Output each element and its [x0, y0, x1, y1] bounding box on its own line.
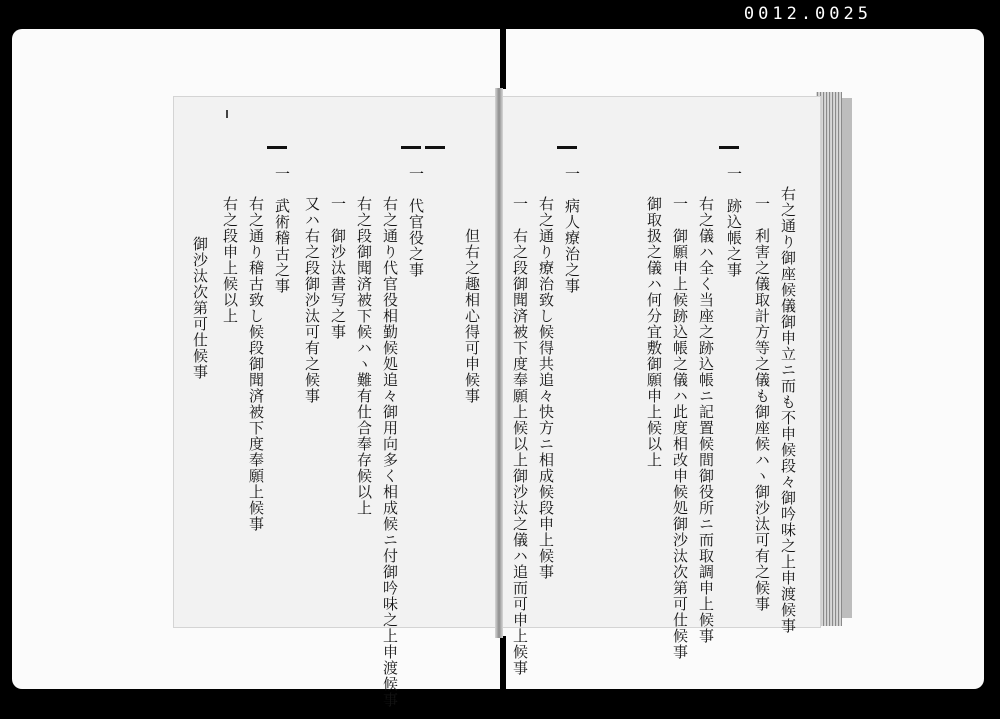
- item-mark: [719, 146, 739, 149]
- left-page: [173, 96, 498, 708]
- text-column: 御取扱之儀ハ何分宜敷御願申上候以上: [645, 196, 663, 468]
- item-mark: [425, 146, 445, 149]
- text-column: 一 跡込帳之事: [725, 166, 743, 278]
- text-column: 一 病人療治之事: [563, 166, 581, 294]
- text-column: 一 右之段御聞済被下度奉願上候以上御沙汰之儀ハ追而可申上候事: [511, 196, 529, 676]
- gutter-line-top: [500, 29, 506, 89]
- text-column: 右之通り代官役相勤候処追々御用向多く相成候ニ付御吟味之上申渡候事: [381, 196, 399, 708]
- text-column: 右之段申上候以上: [221, 196, 239, 324]
- text-column: 又ハ右之段御沙汰可有之候事: [303, 196, 321, 404]
- frame-counter: 0012.0025: [743, 4, 872, 24]
- item-mark: [401, 146, 421, 149]
- text-column: 右之通り稽古致し候段御聞済被下度奉願上候事: [247, 196, 265, 532]
- text-column: 一 代官役之事: [407, 166, 425, 278]
- item-mark: [267, 146, 287, 149]
- gutter-line-bottom: [500, 636, 506, 689]
- text-column: 右之儀ハ全く当座之跡込帳ニ記置候間御役所ニ而取調申上候事: [697, 196, 715, 644]
- book-spine: [495, 88, 503, 638]
- text-column: 一 利害之儀取計方等之儀も御座候ハヽ御沙汰可有之候事: [753, 196, 771, 612]
- text-column: 一 御願申上候跡込帳之儀ハ此度相改申候処御沙汰次第可仕候事: [671, 196, 689, 660]
- item-mark: [557, 146, 577, 149]
- page-mark: [226, 110, 228, 118]
- text-column: 一 武術稽古之事: [273, 166, 291, 294]
- text-column: 御沙汰次第可仕候事: [191, 236, 209, 380]
- text-column: 右之通り御座候儀御申立ニ而も不申候段々御吟味之上申渡候事: [779, 186, 797, 634]
- page-edges-shadow: [842, 98, 852, 618]
- text-column: 一 御沙汰書写之事: [329, 196, 347, 340]
- right-page: [501, 96, 821, 676]
- text-column: 右之段御聞済被下候ハヽ難有仕合奉存候以上: [355, 196, 373, 516]
- text-column: 但右之趣相心得可申候事: [463, 228, 481, 404]
- text-column: 右之通り療治致し候得共追々快方ニ相成候段申上候事: [537, 196, 555, 580]
- open-book: [173, 88, 853, 708]
